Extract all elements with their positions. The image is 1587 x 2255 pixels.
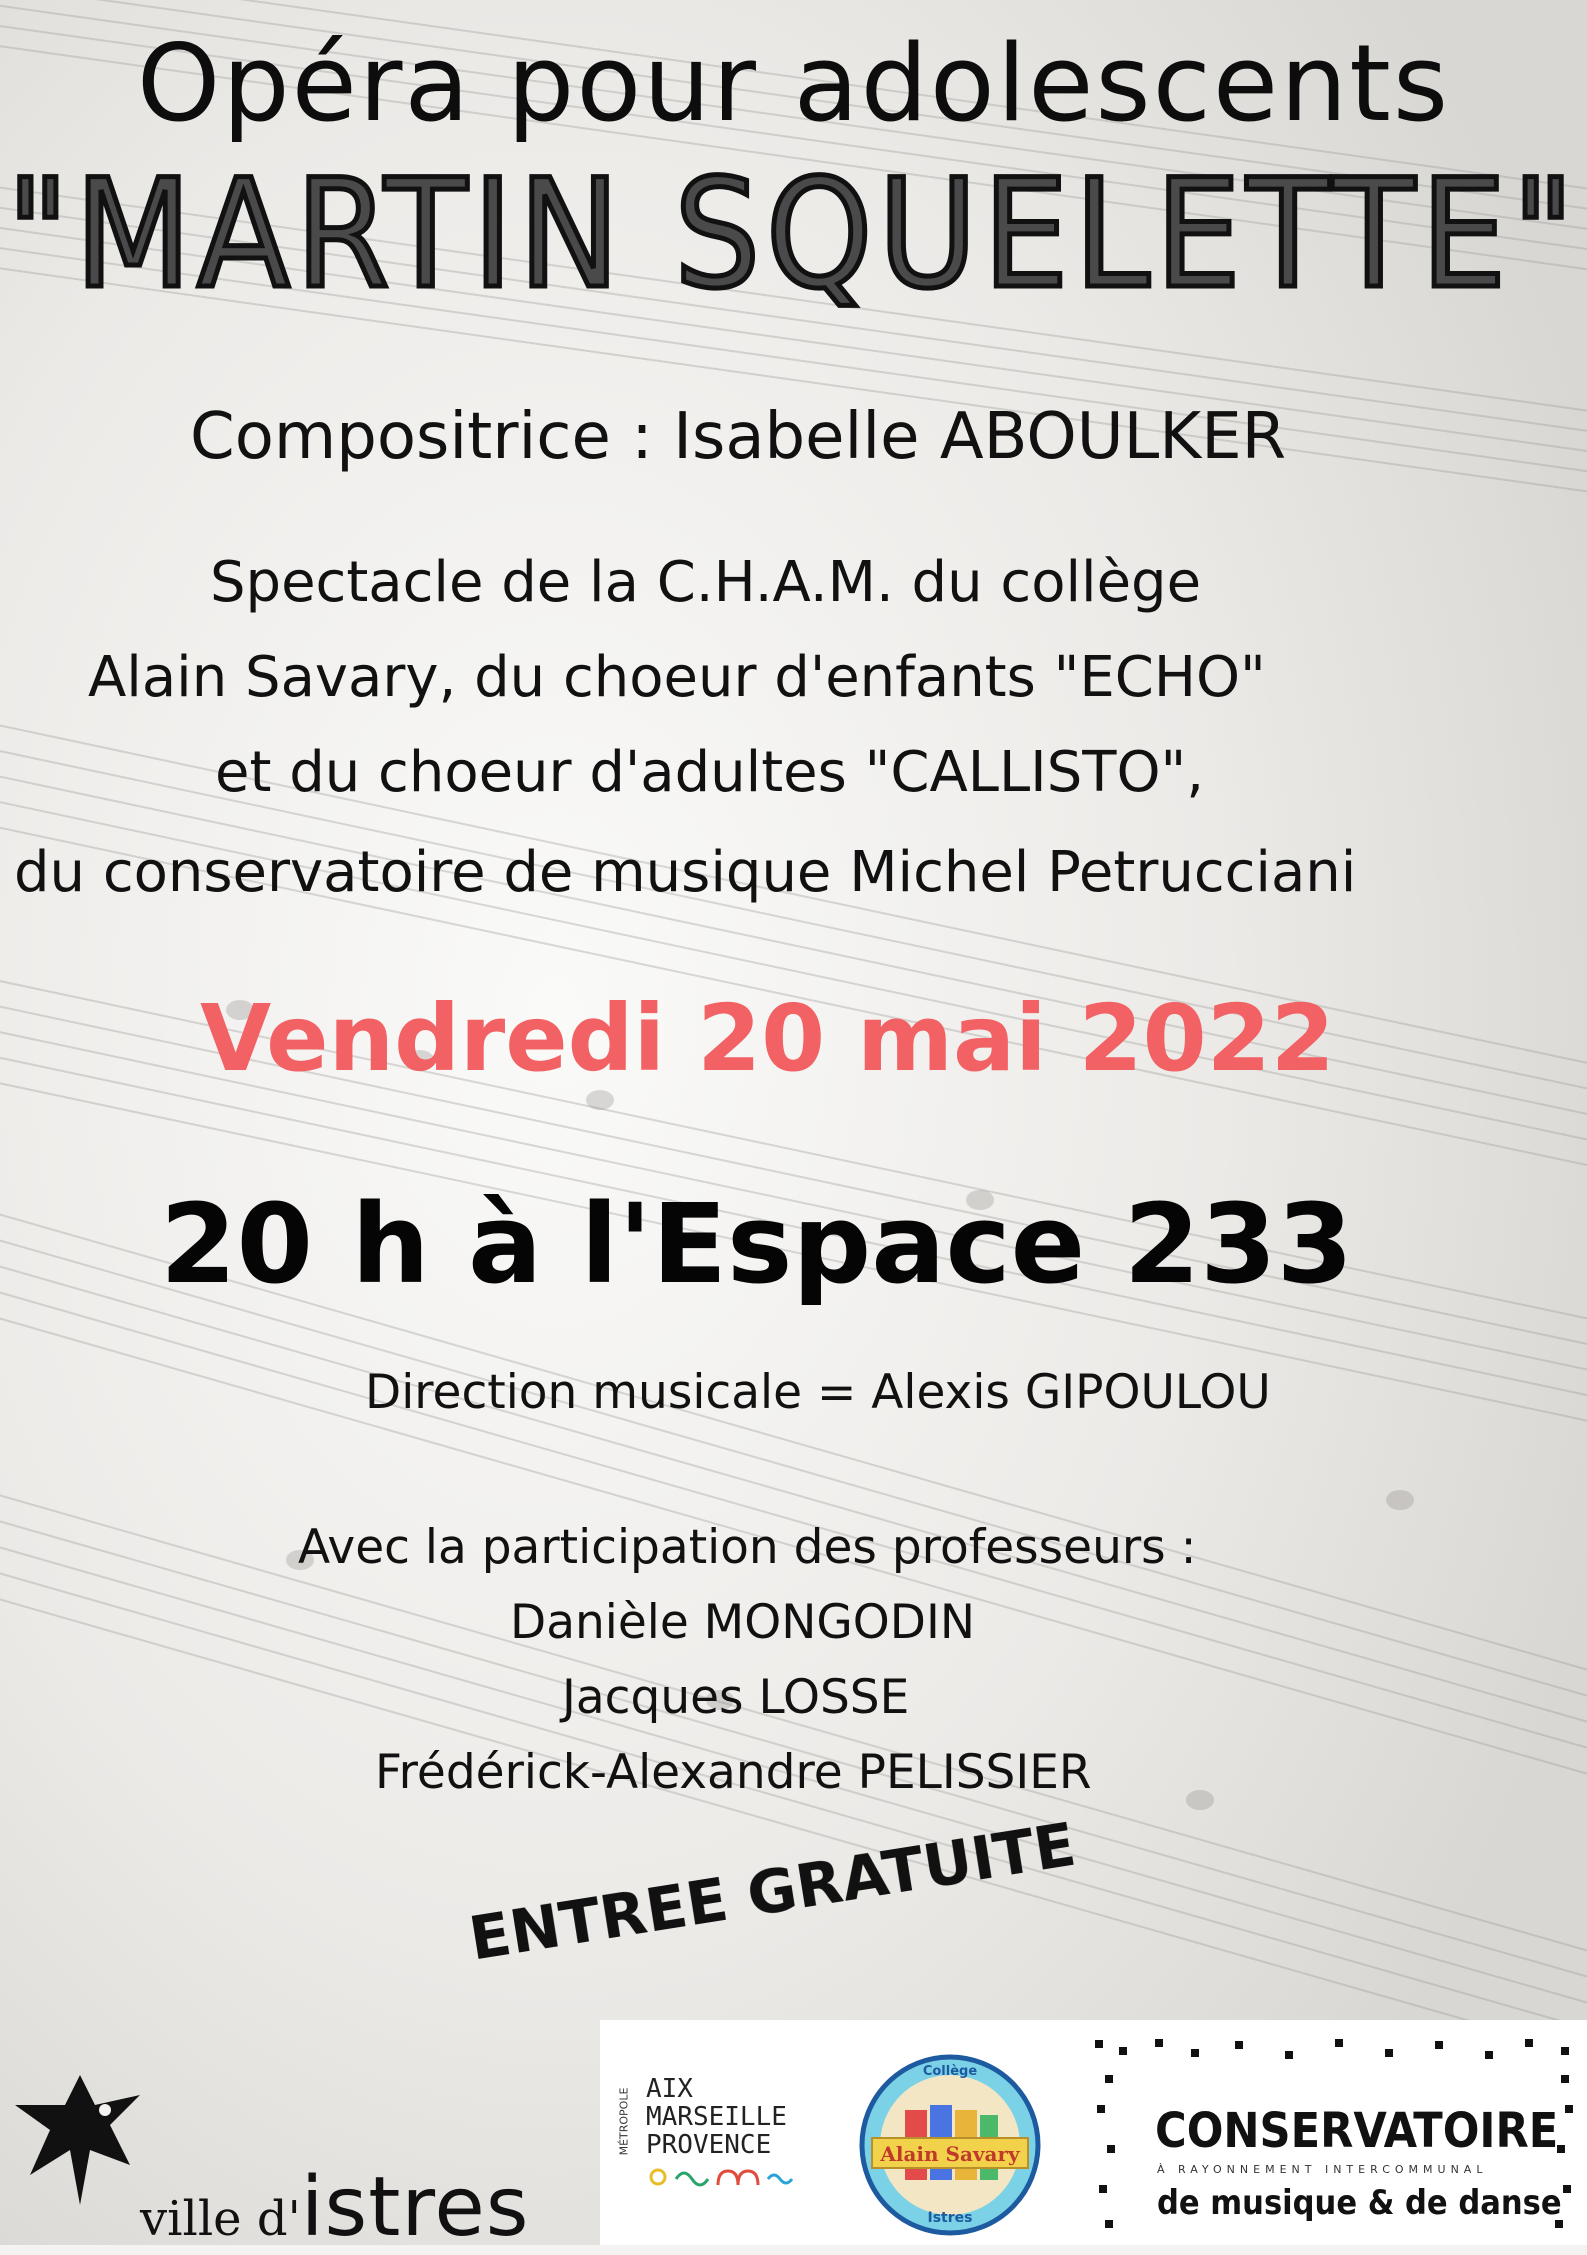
bird-icon [10, 2065, 150, 2215]
conservatoire-logo [1095, 2035, 1575, 2240]
poster-title: Opéra pour adolescents [136, 22, 1451, 145]
metropole-line: PROVENCE [646, 2130, 772, 2160]
description-line: Alain Savary, du choeur d'enfants "ECHO" [88, 645, 1266, 710]
free-entry: ENTREE GRATUITE [464, 1809, 1081, 1975]
metropole-logo [617, 2074, 800, 2215]
description-line: du conservatoire de musique Michel Petrucciani [14, 840, 1357, 905]
participation-intro: Avec la participation des professeurs : [298, 1520, 1197, 1575]
metropole-small: MÉTROPOLE [617, 2087, 631, 2156]
metropole-line: MARSEILLE [646, 2102, 787, 2132]
college-logo [850, 2050, 1050, 2240]
professor-name: Jacques LOSSE [562, 1670, 910, 1725]
istres-prefix: ville d' [140, 2191, 301, 2247]
event-date: Vendredi 20 mai 2022 [200, 985, 1335, 1092]
college-name: Alain Savary [880, 2142, 1020, 2166]
conservatoire-subtitle: À RAYONNEMENT INTERCOMMUNAL [1157, 2163, 1488, 2176]
istres-name: istres [300, 2160, 530, 2255]
college-top: Collège [922, 2064, 978, 2079]
description-line: et du choeur d'adultes "CALLISTO", [215, 740, 1205, 805]
metropole-line: AIX [646, 2074, 693, 2104]
musical-direction: Direction musicale = Alexis GIPOULOU [365, 1365, 1271, 1420]
conservatoire-title: CONSERVATOIRE [1155, 2103, 1559, 2159]
professor-name: Frédérick-Alexandre PELISSIER [375, 1745, 1092, 1800]
college-city: Istres [927, 2210, 973, 2226]
show-name: "MARTIN SQUELETTE" [6, 148, 1581, 322]
metropole-symbols-icon [646, 2167, 796, 2191]
description-line: Spectacle de la C.H.A.M. du collège [210, 550, 1202, 615]
composer: Compositrice : Isabelle ABOULKER [190, 400, 1287, 474]
partner-logos [0, 2020, 1587, 2255]
event-time-place: 20 h à l'Espace 233 [160, 1180, 1354, 1308]
professor-name: Danièle MONGODIN [510, 1595, 975, 1650]
istres-logo [10, 2065, 590, 2255]
conservatoire-bottom: de musique & de danse [1157, 2183, 1562, 2223]
